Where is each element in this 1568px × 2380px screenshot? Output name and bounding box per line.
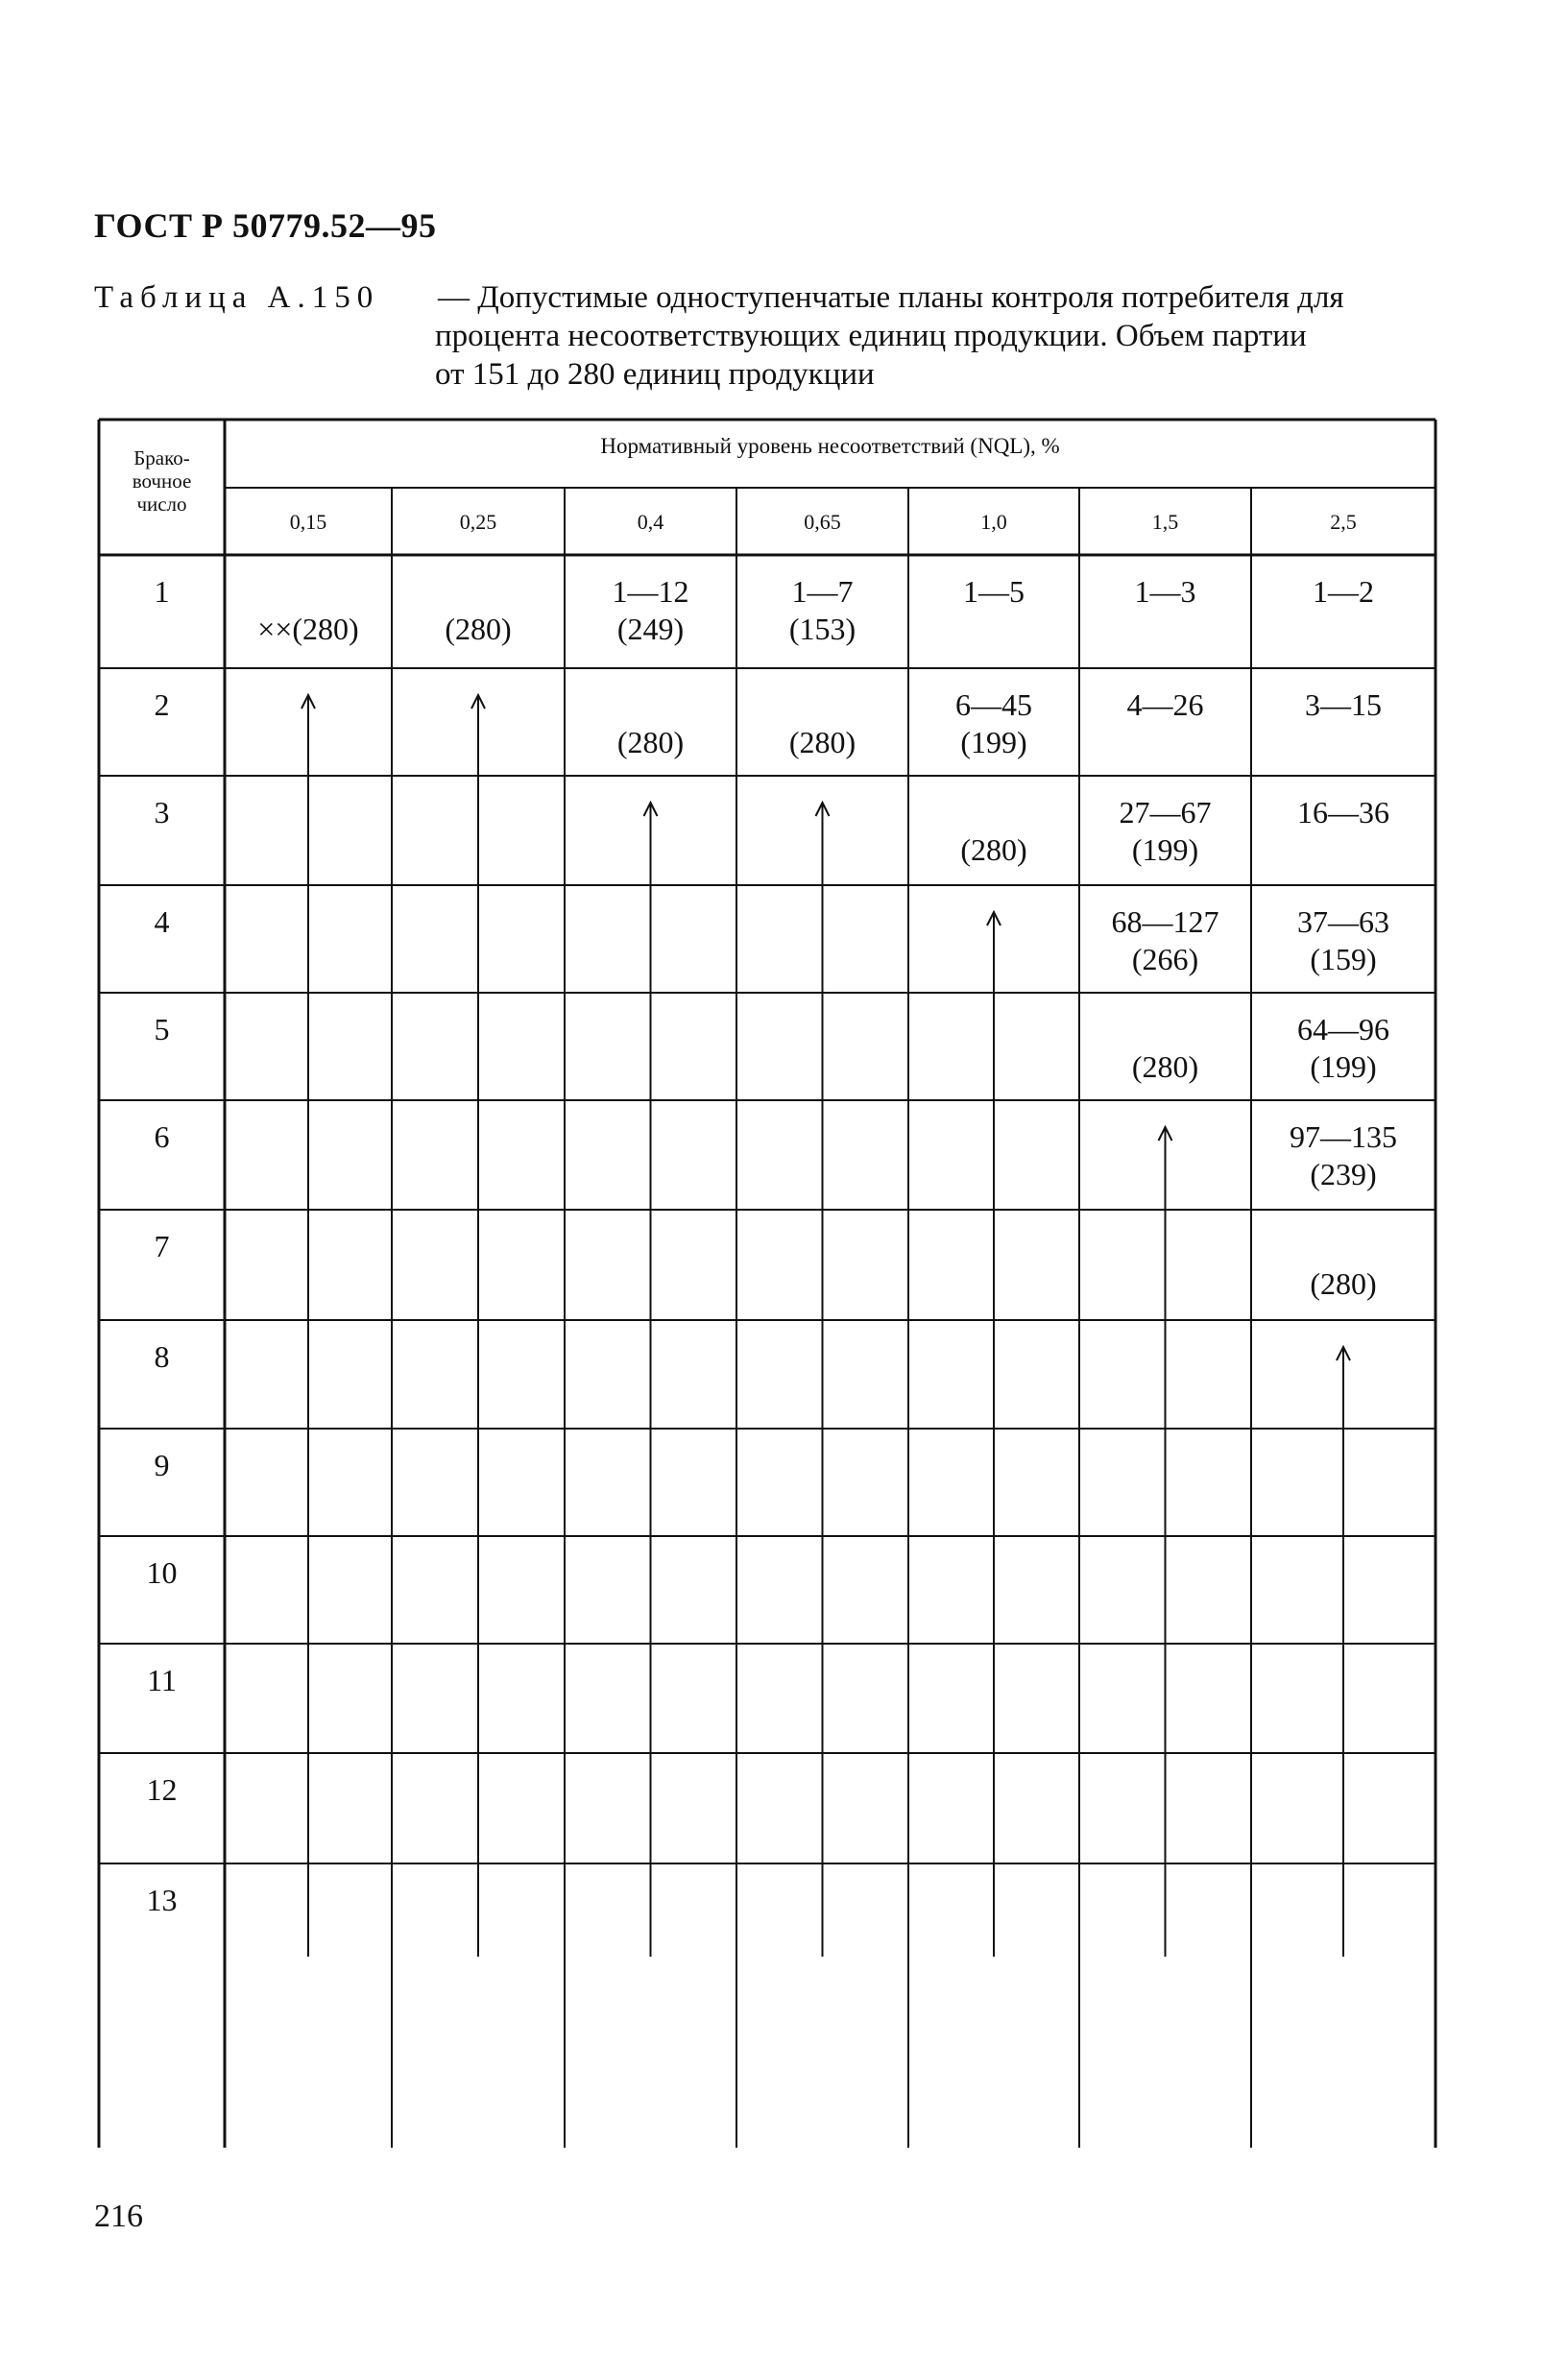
cell-sample-size: (280) [445, 612, 512, 646]
column-header-nql: 2,5 [1330, 510, 1357, 534]
column-header-nql: 0,4 [637, 510, 664, 534]
column-header-nql: 1,0 [980, 510, 1007, 534]
cell-range: 1—5 [963, 574, 1025, 609]
row-number: 4 [154, 904, 170, 939]
cell-range: 1—2 [1313, 574, 1374, 609]
cell-sample-size: (280) [788, 725, 856, 759]
cell-sample-size: (266) [1131, 942, 1199, 976]
column-header-nql: 0,25 [459, 510, 497, 534]
cell-range: 6—45 [955, 687, 1032, 722]
cell-range: 97—135 [1290, 1119, 1397, 1154]
document-code: ГОСТ Р 50779.52—95 [94, 206, 437, 245]
row-number: 12 [146, 1772, 178, 1807]
cell-range: 1—12 [612, 574, 689, 609]
table-caption-label: Таблица А.150 [94, 280, 380, 315]
row-number: 6 [154, 1119, 170, 1154]
row-number: 8 [154, 1339, 170, 1374]
cell-range: 27—67 [1119, 795, 1212, 829]
column-header-nql: 1,5 [1151, 510, 1179, 534]
table-caption-line-1: — Допустимые одноступенчатые планы контроля потребителя для [438, 280, 1344, 315]
cell-sample-size: ××(280) [257, 612, 359, 646]
row-number: 10 [146, 1555, 178, 1590]
group-header-label: Нормативный уровень несоответствий (NQL), % [600, 434, 1060, 458]
row-header-label: вочное [132, 469, 192, 493]
page-number: 216 [94, 2199, 143, 2234]
row-number: 5 [154, 1012, 170, 1046]
row-number: 3 [154, 795, 170, 829]
row-number: 13 [146, 1883, 178, 1917]
row-header-label: число [136, 493, 187, 516]
row-number: 2 [154, 687, 170, 722]
cell-sample-size: (239) [1310, 1157, 1377, 1191]
cell-sample-size: (199) [1131, 832, 1199, 867]
column-header-nql: 0,65 [804, 510, 841, 534]
row-number: 7 [154, 1229, 170, 1263]
cell-sample-size: (199) [1310, 1049, 1377, 1084]
cell-sample-size: (280) [616, 725, 685, 759]
cell-sample-size: (280) [1310, 1266, 1377, 1301]
cell-range: 4—26 [1126, 687, 1204, 722]
table-caption-line-3: от 151 до 280 единиц продукции [435, 357, 875, 392]
row-number: 11 [147, 1663, 177, 1697]
cell-range: 16—36 [1297, 795, 1389, 829]
cell-sample-size: (153) [788, 612, 856, 646]
cell-sample-size: (159) [1310, 942, 1377, 976]
cell-range: 68—127 [1111, 904, 1219, 939]
cell-sample-size: (280) [960, 832, 1027, 867]
table-caption-line-2: процента несоответствующих единиц продукции. Объем партии [435, 319, 1307, 353]
cell-sample-size: (249) [616, 612, 685, 646]
column-header-nql: 0,15 [289, 510, 327, 534]
cell-sample-size: (280) [1131, 1049, 1199, 1084]
cell-range: 64—96 [1297, 1012, 1389, 1046]
cell-range: 1—7 [791, 574, 854, 609]
cell-sample-size: (199) [960, 725, 1027, 759]
row-header-label: Брако- [133, 446, 190, 469]
cell-range: 37—63 [1297, 904, 1389, 939]
cell-range: 1—3 [1134, 574, 1196, 609]
row-number: 1 [154, 574, 170, 609]
cell-range: 3—15 [1305, 687, 1382, 722]
row-number: 9 [154, 1448, 170, 1482]
